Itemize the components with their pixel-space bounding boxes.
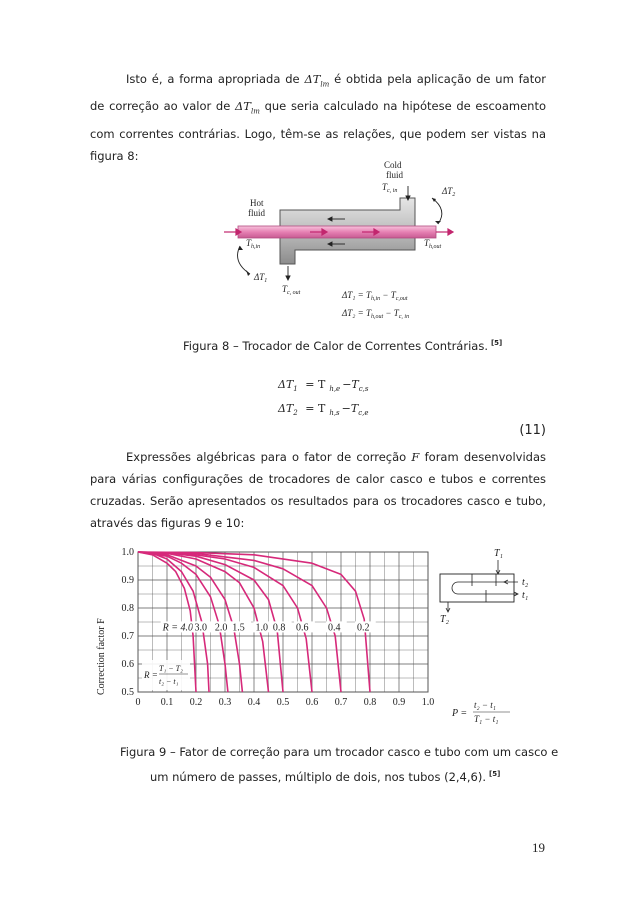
y-tick-label: 1.0: [121, 547, 134, 558]
svg-text:T₁ − T₂: T₁ − T₂: [159, 664, 183, 673]
hot-fluid-label: Hot: [250, 198, 264, 208]
t-h-in-label: $T_{h,in}$: [246, 238, 261, 250]
schematic-T1: T₁: [494, 548, 504, 559]
x-tick-label: 0.2: [189, 697, 203, 708]
x-tick-label: 1.0: [421, 697, 435, 708]
figure-8-counterflow-exchanger: [210, 158, 510, 326]
x-tick-label: 0.4: [247, 697, 261, 708]
x-tick-label: 0.1: [160, 697, 174, 708]
r-label: 0.8: [272, 622, 286, 634]
r-label: 1.0: [255, 622, 268, 634]
x-tick-label: 0.9: [392, 697, 406, 708]
r-definition: [142, 660, 190, 690]
t-h-out-label: $T_{h,out}$: [424, 238, 442, 250]
paragraph-intro: Isto é, a forma apropriada de $\Delta T_{lm}$ é obtida pela aplicação de um fator de correção ao valor de $\Delta T_{lm}$ que seria calculado na hipótese de escoamento com correntes contrárias. Logo, têm-se as relações, que podem ser vistas na figura 8:: [90, 72, 547, 163]
schematic-T2: T₂: [440, 614, 450, 625]
delta-t2-arrow: [432, 198, 442, 224]
equation-delta-t2: $\Delta T_2 = T$ $_{h,s} -T_{c,e}$: [278, 402, 369, 418]
equation-delta-t1: $\Delta T_1 = T$ $_{h,e} -T_{c,s}$: [278, 378, 369, 394]
svg-text:t₂ − t₁: t₂ − t₁: [159, 677, 179, 686]
y-axis-label: Correction factor F: [96, 618, 107, 695]
svg-text:P =: P =: [452, 708, 468, 719]
y-tick-label: 0.5: [121, 687, 134, 698]
paragraph-correction-factor: Expressões algébricas para o fator de correção F foram desenvolvidas para várias configurações de trocadores de calor casco e tubos e correntes cruzadas. Serão apresentados os resultados para os trocadores casco e tubo, através das figuras 9 e 10:: [90, 450, 546, 530]
svg-text:t₂ − t₁: t₂ − t₁: [474, 700, 496, 710]
r-label: 3.0: [194, 622, 208, 634]
shell-tube-schematic: [440, 548, 529, 625]
svg-text:fluid: fluid: [386, 170, 403, 180]
r-label: 2.0: [214, 622, 228, 634]
r-label: 1.5: [232, 622, 245, 634]
schematic-t1: t₁: [522, 590, 529, 601]
x-tick-label: 0.5: [276, 697, 290, 708]
delta-t-lm-symbol: $\Delta T_{lm}$: [304, 72, 330, 89]
cold-fluid-label: Cold: [384, 160, 402, 170]
y-tick-label: 0.6: [121, 659, 134, 670]
r-label: R = 4.0: [162, 622, 194, 634]
svg-text:T₁ − t₁: T₁ − t₁: [474, 714, 499, 724]
r-label: 0.2: [356, 622, 370, 634]
figure-8-caption: Figura 8 – Trocador de Calor de Correntes Contrárias. [5]: [183, 338, 503, 353]
svg-text:fluid: fluid: [248, 208, 265, 218]
delta-t1-label: $\Delta T_1$: [254, 272, 268, 284]
y-tick-label: 0.8: [121, 603, 134, 614]
figure-9-caption-line2: um número de passes, múltiplo de dois, nos tubos (2,4,6). [5]: [150, 769, 501, 784]
delta-t2-label: $\Delta T_2$: [442, 186, 456, 198]
x-tick-label: 0.6: [305, 697, 319, 708]
y-tick-label: 0.7: [121, 631, 134, 642]
page-number: 19: [532, 840, 545, 855]
hot-tube: [238, 226, 436, 238]
equation-number: (11): [519, 423, 546, 438]
delta-t-lm-symbol-2: $\Delta T_{lm}$: [235, 99, 260, 116]
x-tick-label: 0.7: [334, 697, 348, 708]
schematic-t2: t₂: [522, 577, 529, 588]
delta-t1-arrow: [238, 246, 250, 274]
figure-9-correction-factor-chart: [90, 540, 546, 732]
r-label: 0.6: [296, 622, 309, 634]
x-tick-label: 0.3: [218, 697, 232, 708]
figure-9-caption-line1: Figura 9 – Fator de correção para um trocador casco e tubo com um casco e: [120, 745, 559, 759]
t-c-in-label: $T_{c, in}$: [382, 182, 398, 194]
svg-text:R =: R =: [144, 670, 158, 680]
fig8-equation-1: $\Delta T_1 = T_{h,in} - T_{c,out}$: [342, 290, 408, 302]
r-label: 0.4: [327, 622, 341, 634]
y-tick-label: 0.9: [121, 575, 134, 586]
p-definition: [451, 700, 510, 724]
x-tick-label: 0.8: [363, 697, 377, 708]
x-tick-label: 0: [135, 697, 141, 708]
fig8-equation-2: $\Delta T_2 = T_{h,out} - T_{c, in}$: [342, 308, 410, 320]
t-c-out-label: $T_{c, out}$: [282, 284, 301, 296]
